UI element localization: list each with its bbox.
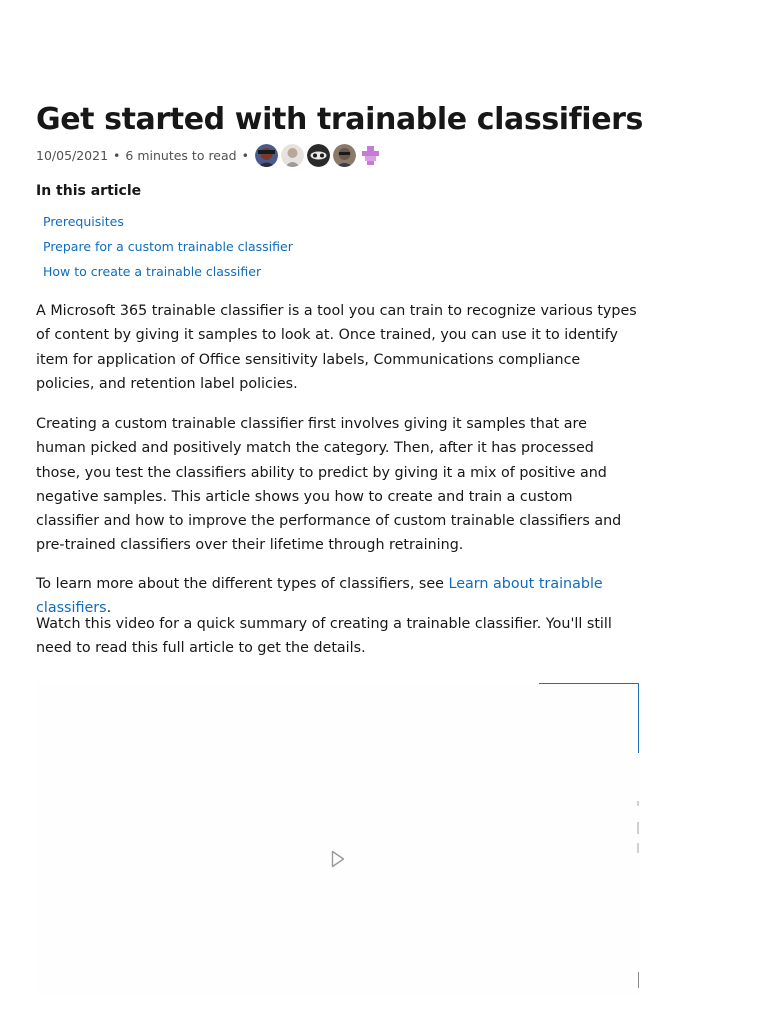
video-frame-fragment — [637, 822, 639, 834]
video-frame-edge — [638, 683, 639, 753]
toc-heading: In this article — [36, 183, 142, 199]
paragraph-overview: Creating a custom trainable classifier first involves giving it samples that are human picked and positively match the category. Then, after it has processed those, you test the classifiers ability to predict by giving it a mix of positive and negative samples. This article shows you how to create and train a custom classifier and how to improve the performance of custom trainable classifiers and pre-trained classifiers over their lifetime through retraining. — [36, 416, 622, 554]
table-of-contents — [43, 209, 293, 284]
toc-item — [43, 234, 293, 259]
paragraph-text: To learn more about the different types of classifiers, see — [36, 576, 449, 592]
contributor-list — [255, 144, 382, 167]
play-icon[interactable] — [331, 850, 345, 868]
video-frame-edge — [638, 972, 639, 988]
contributor-avatar[interactable] — [255, 144, 278, 167]
article-metadata — [36, 143, 382, 167]
read-time: 6 minutes to read — [125, 147, 237, 163]
page-title: Get started with trainable classifiers — [36, 102, 643, 137]
contributor-avatar[interactable] — [333, 144, 356, 167]
video-frame-edge — [539, 683, 639, 684]
contributor-avatar[interactable] — [359, 144, 382, 167]
paragraph-intro: A Microsoft 365 trainable classifier is a tool you can train to recognize various types of content by giving it samples to look at. Once trained, you can use it to identify item for application of Office sensitivity labels, Communications compliance policies, and retention label policies. — [36, 303, 637, 392]
learn-about-classifiers-link[interactable]: Learn about trainable classifiers — [36, 576, 603, 617]
video-player[interactable] — [36, 683, 640, 995]
video-frame-fragment — [637, 801, 639, 806]
paragraph-text: . — [106, 600, 112, 617]
paragraph-video-intro: Watch this video for a quick summary of creating a trainable classifier. You'll still need to read this full article to get the details. — [36, 616, 612, 657]
contributor-avatar[interactable] — [281, 144, 304, 167]
toc-item — [43, 259, 293, 284]
toc-link-prerequisites[interactable]: Prerequisites — [43, 214, 124, 229]
contributor-avatar[interactable] — [307, 144, 330, 167]
toc-item — [43, 209, 293, 234]
meta-separator: • — [241, 147, 249, 163]
toc-link-how-to-create[interactable]: How to create a trainable classifier — [43, 264, 262, 279]
toc-link-prepare[interactable]: Prepare for a custom trainable classifier — [43, 239, 293, 254]
video-frame-fragment — [637, 843, 639, 853]
article-date: 10/05/2021 — [36, 147, 109, 163]
meta-separator: • — [113, 147, 121, 163]
